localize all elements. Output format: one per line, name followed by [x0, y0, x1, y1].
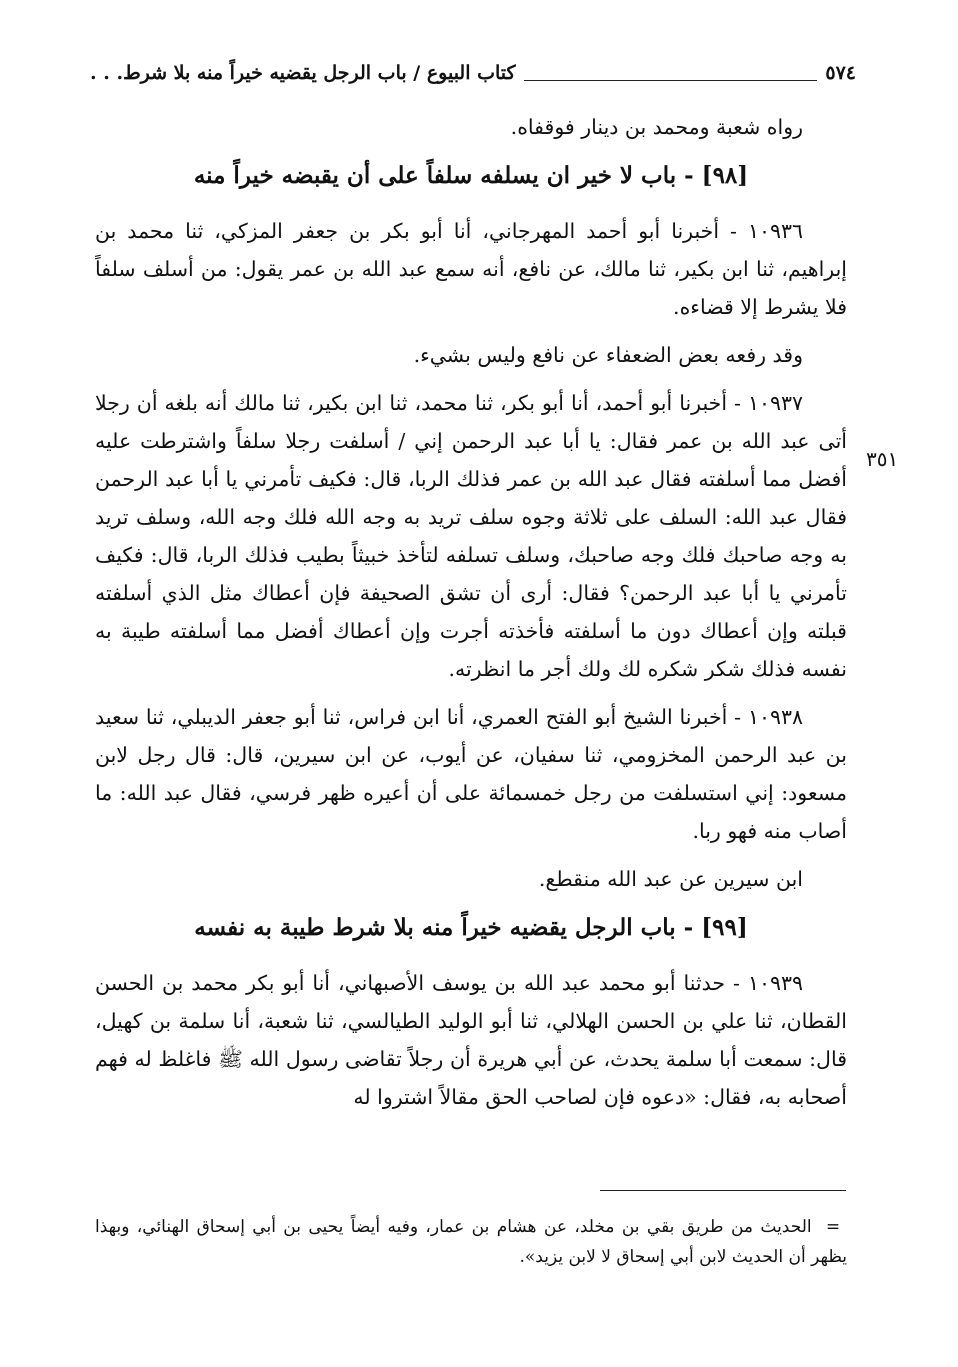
running-title: كتاب البيوع / باب الرجل يقضيه خيراً منه بلا شرط. . . [90, 62, 516, 84]
footnote-rule [600, 1190, 846, 1191]
hadith-10938: ١٠٩٣٨ - أخبرنا الشيخ أبو الفتح العمري، أنا ابن فراس، ثنا أبو جعفر الديبلي، ثنا سعيد بن عبد الرحمن المخزومي، ثنا سفيان، عن أيوب، عن ابن سيرين، قال: قال رجل لابن مسعود: إني استسلفت من رجل خمسمائة على أن أعيره ظهر فرسي، فقال عبد الله: ما أصاب منه فهو ربا. [95, 705, 847, 843]
header-rule [524, 66, 818, 81]
footnote [95, 1212, 847, 1272]
footnote-text: الحديث من طريق بقي بن مخلد، عن هشام بن عمار، وفيه أيضاً يحيى بن أبي إسحاق الهنائي، وبهذا يظهر أن الحديث لابن أبي إسحاق لا لابن يزيد». [95, 1217, 847, 1267]
chapter-heading-99: [٩٩] - باب الرجل يقضيه خيراً منه بلا شرط طيبة به نفسه [194, 914, 748, 941]
footnote-continuation-marker: = [825, 1217, 841, 1237]
running-header [90, 58, 856, 88]
chapter-heading-98: [٩٨] - باب لا خير ان يسلفه سلفاً على أن يقبضه خيراً منه [193, 162, 749, 189]
hadith-10937: ١٠٩٣٧ - أخبرنا أبو أحمد، أنا أبو بكر، ثنا محمد، ثنا ابن بكير، ثنا مالك أنه بلغه أن رجلا أتى عبد الله بن عمر فقال: يا أبا عبد الرحمن إني / أسلفت رجلا سلفاً واشترطت عليه أفضل مما أسلفته فقال عبد الله بن عمر فذلك الربا، قال: فكيف تأمرني يا أبا عبد الرحمن فقال عبد الله: السلف على ثلاثة وجوه سلف تريد به وجه الله فلك وجه الله، وسلف تريد به وجه صاحبك فلك وجه صاحبك، وسلف تسلفه لتأخذ خبيثاً بطيب فذلك الربا، قال: فكيف تأمرني يا أبا عبد الرحمن؟ فقال: أرى أن تشق الصحيفة فإن أعطاك مثل الذي أسلفته قبلته وإن أعطاك دون ما أسلفته فأخذته أجرت وإن أعطاك أفضل مما أسلفته طيبة به نفسه فذلك شكر شكره لك ولك أجر ما انظرته. [95, 391, 847, 681]
margin-page-reference: ٣٥١ [866, 447, 899, 471]
paragraph-comment-2: ابن سيرين عن عبد الله منقطع. [538, 867, 803, 891]
paragraph-comment-1: وقد رفعه بعض الضعفاء عن نافع وليس بشيء. [413, 343, 803, 367]
paragraph-1: رواه شعبة ومحمد بن دينار فوقفاه. [510, 115, 803, 139]
hadith-10936: ١٠٩٣٦ - أخبرنا أبو أحمد المهرجاني، أنا أبو بكر بن جعفر المزكي، ثنا محمد بن إبراهيم، ثنا ابن بكير، ثنا مالك، عن نافع، أنه سمع عبد الله بن عمر يقول: من أسلف سلفاً فلا يشرط إلا قضاءه. [95, 219, 847, 319]
main-text [95, 108, 847, 1126]
hadith-10939: ١٠٩٣٩ - حدثنا أبو محمد عبد الله بن يوسف الأصبهاني، أنا أبو بكر محمد بن الحسن القطان، ثنا علي بن الحسن الهلالي، ثنا أبو الوليد الطيالسي، ثنا شعبة، أنا سلمة بن كهيل، قال: سمعت أبا سلمة يحدث، عن أبي هريرة أن رجلاً تقاضى رسول الله ﷺ فاغلظ له فهم أصحابه به، فقال: «دعوه فإن لصاحب الحق مقالاً اشتروا له [95, 971, 848, 1109]
page-number: ٥٧٤ [825, 62, 856, 84]
